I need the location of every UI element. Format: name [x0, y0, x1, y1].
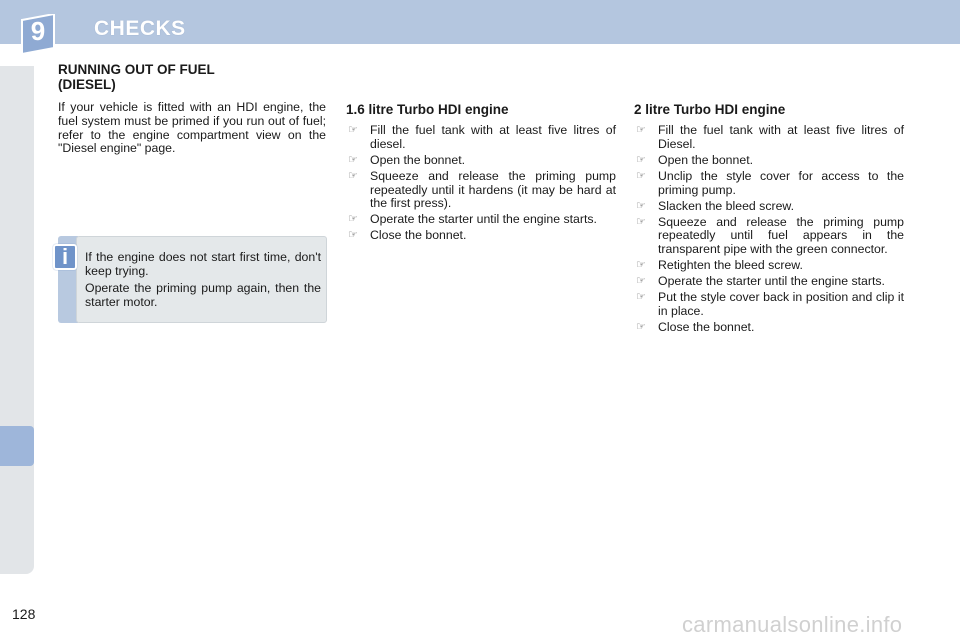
step-text: Operate the starter until the engine starts.: [658, 274, 885, 289]
pointing-hand-icon: ☞: [348, 229, 358, 242]
pointing-hand-icon: ☞: [348, 124, 358, 136]
chapter-number: 9: [30, 16, 46, 46]
step-text: Retighten the bleed screw.: [658, 258, 803, 273]
intro-paragraph: If your vehicle is fitted with an HDI engine, the fuel system must be primed if you run out of fuel; refer to the engine compartment view on the "Diesel engine" page.: [58, 100, 326, 156]
step-item: [634, 321, 904, 335]
section-title: [58, 62, 298, 92]
pointing-hand-icon: ☞: [636, 215, 646, 228]
pointing-hand-icon: ☞: [636, 153, 646, 166]
step-text: Open the bonnet.: [370, 152, 466, 167]
info-paragraph-1: If the engine does not start first time, don't keep trying.: [85, 250, 321, 278]
pointing-hand-icon: ☞: [348, 213, 358, 226]
engine-20-heading: 2 litre Turbo HDI engine: [634, 102, 786, 117]
section-title-line1: RUNNING OUT OF FUEL: [58, 62, 215, 77]
chapter-side-tab[interactable]: [0, 426, 34, 466]
page-title: CHECKS: [94, 17, 186, 40]
engine-16-heading: 1.6 litre Turbo HDI engine: [346, 102, 509, 117]
step-item: [634, 124, 904, 152]
step-text: Slacken the bleed screw.: [658, 198, 795, 213]
step-item: [346, 229, 616, 243]
step-text: Unclip the style cover for access to the priming pump.: [658, 168, 904, 197]
pointing-hand-icon: ☞: [636, 275, 646, 288]
step-text: Squeeze and release the priming pump repeatedly until it hardens (it may be hard at the first press).: [370, 168, 616, 211]
step-text: Open the bonnet.: [658, 152, 754, 167]
pointing-hand-icon: ☞: [636, 320, 646, 333]
step-text: Fill the fuel tank with at least five litres of diesel.: [370, 123, 616, 151]
step-item: [346, 154, 616, 168]
watermark: carmanualsonline.info: [682, 612, 903, 637]
step-text: Close the bonnet.: [658, 319, 755, 334]
step-text: Squeeze and release the priming pump repeatedly until fuel appears in the transparent pipe with the green connector.: [658, 214, 904, 257]
page-number: 128: [12, 606, 36, 622]
engine-20-steps: [634, 124, 904, 337]
pointing-hand-icon: ☞: [636, 199, 646, 212]
section-title-line2: (DIESEL): [58, 77, 116, 92]
info-paragraph-2: Operate the priming pump again, then the starter motor.: [85, 281, 321, 309]
pointing-hand-icon: ☞: [636, 169, 646, 182]
step-text: Put the style cover back in position and clip it in place.: [658, 290, 904, 318]
step-item: [634, 216, 904, 257]
step-item: [634, 259, 904, 273]
info-icon: i: [53, 244, 77, 270]
step-item: [346, 170, 616, 211]
pointing-hand-icon: ☞: [636, 124, 646, 136]
step-item: [634, 200, 904, 214]
step-text: Close the bonnet.: [370, 228, 467, 243]
step-text: Operate the starter until the engine starts.: [370, 212, 597, 227]
step-item: [634, 291, 904, 319]
step-item: [634, 275, 904, 289]
step-text: Fill the fuel tank with at least five litres of Diesel.: [658, 123, 904, 151]
pointing-hand-icon: ☞: [636, 291, 646, 304]
side-rail: [0, 66, 34, 574]
step-item: [346, 124, 616, 152]
pointing-hand-icon: ☞: [348, 153, 358, 166]
pointing-hand-icon: ☞: [636, 259, 646, 272]
step-item: [634, 154, 904, 168]
step-item: [634, 170, 904, 198]
step-item: [346, 213, 616, 227]
pointing-hand-icon: ☞: [348, 169, 358, 182]
engine-16-steps: [346, 124, 616, 245]
